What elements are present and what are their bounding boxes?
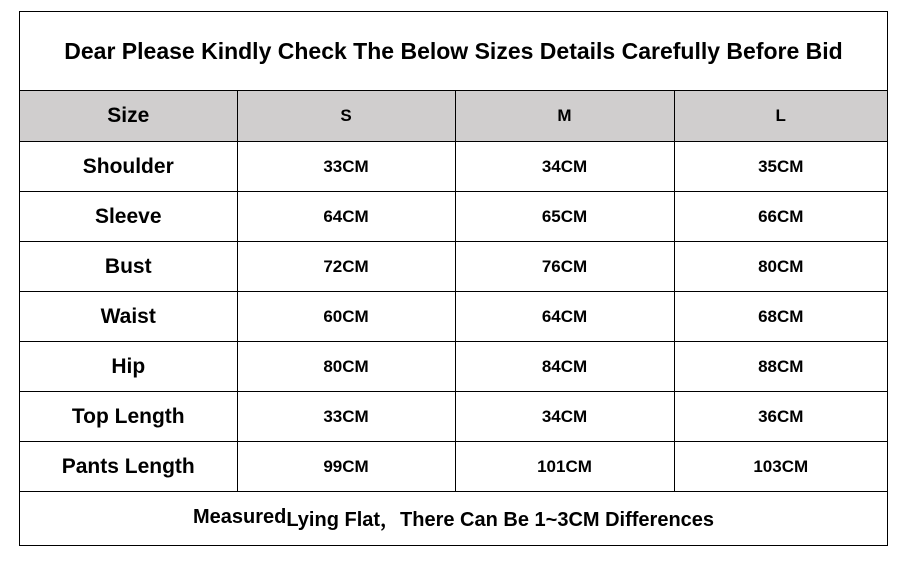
table-cell: 99CM	[237, 442, 455, 492]
row-label: Top Length	[20, 392, 237, 442]
table-header-row	[20, 91, 887, 142]
table-cell: 72CM	[237, 242, 455, 292]
table-cell: 34CM	[455, 142, 674, 192]
table-row	[20, 342, 887, 392]
table-cell: 64CM	[455, 292, 674, 342]
column-header-l: L	[674, 91, 887, 142]
table-cell: 35CM	[674, 142, 887, 192]
table-cell: 65CM	[455, 192, 674, 242]
table-cell: 34CM	[455, 392, 674, 442]
table-row	[20, 242, 887, 292]
row-label: Pants Length	[20, 442, 237, 492]
table-cell: 66CM	[674, 192, 887, 242]
table-cell: 33CM	[237, 142, 455, 192]
column-header-size: Size	[20, 91, 237, 142]
row-label: Sleeve	[20, 192, 237, 242]
size-chart	[19, 11, 888, 546]
table-row	[20, 442, 887, 492]
table-cell: 64CM	[237, 192, 455, 242]
chart-title: Dear Please Kindly Check The Below Sizes Details Carefully Before Bid	[20, 12, 887, 91]
table-cell: 84CM	[455, 342, 674, 392]
row-label: Waist	[20, 292, 237, 342]
table-cell: 88CM	[674, 342, 887, 392]
column-header-s: S	[237, 91, 455, 142]
column-header-m: M	[455, 91, 674, 142]
table-cell: 60CM	[237, 292, 455, 342]
table-cell: 36CM	[674, 392, 887, 442]
measurement-note	[20, 492, 887, 543]
table-cell: 80CM	[237, 342, 455, 392]
row-label: Hip	[20, 342, 237, 392]
table-cell: 80CM	[674, 242, 887, 292]
measurement-note-part1: Measured	[192, 506, 287, 528]
row-label: Bust	[20, 242, 237, 292]
table-row	[20, 192, 887, 242]
table-cell: 103CM	[674, 442, 887, 492]
table-cell: 76CM	[455, 242, 674, 292]
table-cell: 33CM	[237, 392, 455, 442]
size-table	[20, 91, 887, 492]
table-row	[20, 142, 887, 192]
table-cell: 101CM	[455, 442, 674, 492]
measurement-note-part2: Lying Flat，There Can Be 1~3CM Differences	[286, 509, 715, 531]
row-label: Shoulder	[20, 142, 237, 192]
table-row	[20, 392, 887, 442]
table-cell: 68CM	[674, 292, 887, 342]
table-row	[20, 292, 887, 342]
